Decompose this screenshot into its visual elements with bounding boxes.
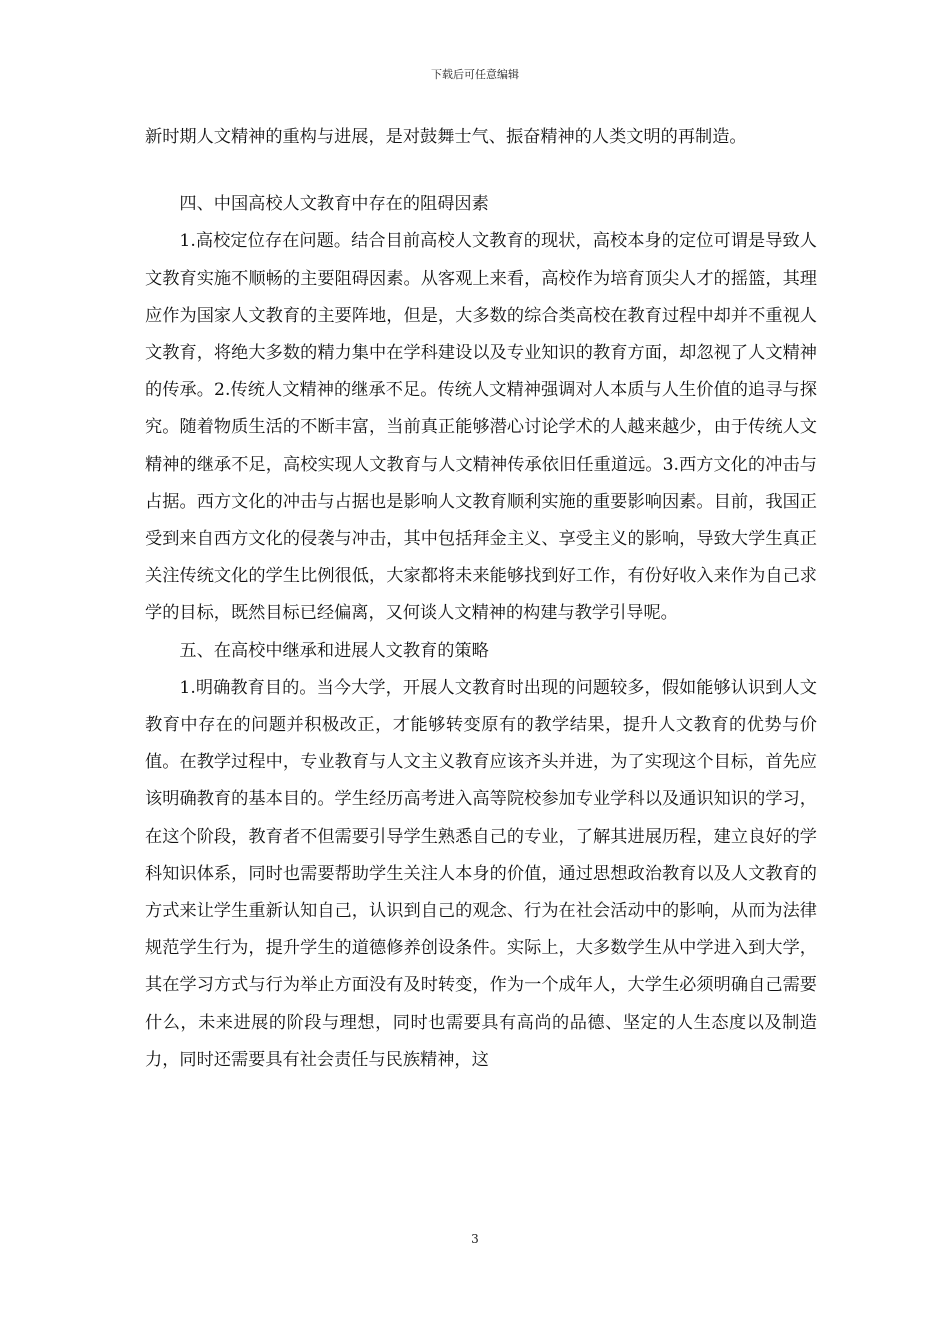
page-number: 3 [471,1232,479,1246]
paragraph-strategies: 1.明确教育目的。当今大学，开展人文教育时出现的问题较多，假如能够认识到人文教育中存在的问题并积极改正，才能够转变原有的教学结果，提升人文教育的优势与价值。在教学过程中，专业教育与人文主义教育应该齐头并进，为了实现这个目标，首先应该明确教育的基本目的。学生经历高考进入高等院校参加专业学科以及通识知识的学习，在这个阶段，教育者不但需要引导学生熟悉自己的专业，了解其进展历程，建立良好的学科知识体系，同时也需要帮助学生关注人本身的价值，通过思想政治教育以及人文教育的方式来让学生重新认知自己，认识到自己的观念、行为在社会活动中的影响，从而为法律规范学生行为，提升学生的道德修养创设条件。实际上，大多数学生从中学进入到大学，其在学习方式与行为举止方面没有及时转变，作为一个成年人，大学生必须明确自己需要什么，未来进展的阶段与理想，同时也需要具有高尚的品德、坚定的人生态度以及制造力，同时还需要具有社会责任与民族精神，这 [145,677,817,1070]
section-heading-5: 五、在高校中继承和进展人文教育的策略 [179,640,489,661]
paragraph-continuation: 新时期人文精神的重构与进展，是对鼓舞士气、振奋精神的人类文明的再制造。 [145,127,747,147]
document-body [145,119,817,1079]
section-heading-4: 四、中国高校人文教育中存在的阻碍因素 [179,194,489,215]
page-header: 下载后可任意编辑 [431,68,519,81]
paragraph-obstacles: 1.高校定位存在问题。结合目前高校人文教育的现状，高校本身的定位可谓是导致人文教育实施不顺畅的主要阻碍因素。从客观上来看，高校作为培育顶尖人才的摇篮，其理应作为国家人文教育的主要阵地，但是，大多数的综合类高校在教育过程中却并不重视人文教育，将绝大多数的精力集中在学科建设以及专业知识的教育方面，却忽视了人文精神的传承。2.传统人文精神的继承不足。传统人文精神强调对人本质与人生价值的追寻与探究。随着物质生活的不断丰富，当前真正能够潜心讨论学术的人越来越少，由于传统人文精神的继承不足，高校实现人文教育与人文精神传承依旧任重道远。3.西方文化的冲击与占据。西方文化的冲击与占据也是影响人文教育顺利实施的重要影响因素。目前，我国正受到来自西方文化的侵袭与冲击，其中包括拜金主义、享受主义的影响，导致大学生真正关注传统文化的学生比例很低，大家都将未来能够找到好工作，有份好收入来作为自己求学的目标，既然目标已经偏离，又何谈人文精神的构建与教学引导呢。 [145,231,817,624]
